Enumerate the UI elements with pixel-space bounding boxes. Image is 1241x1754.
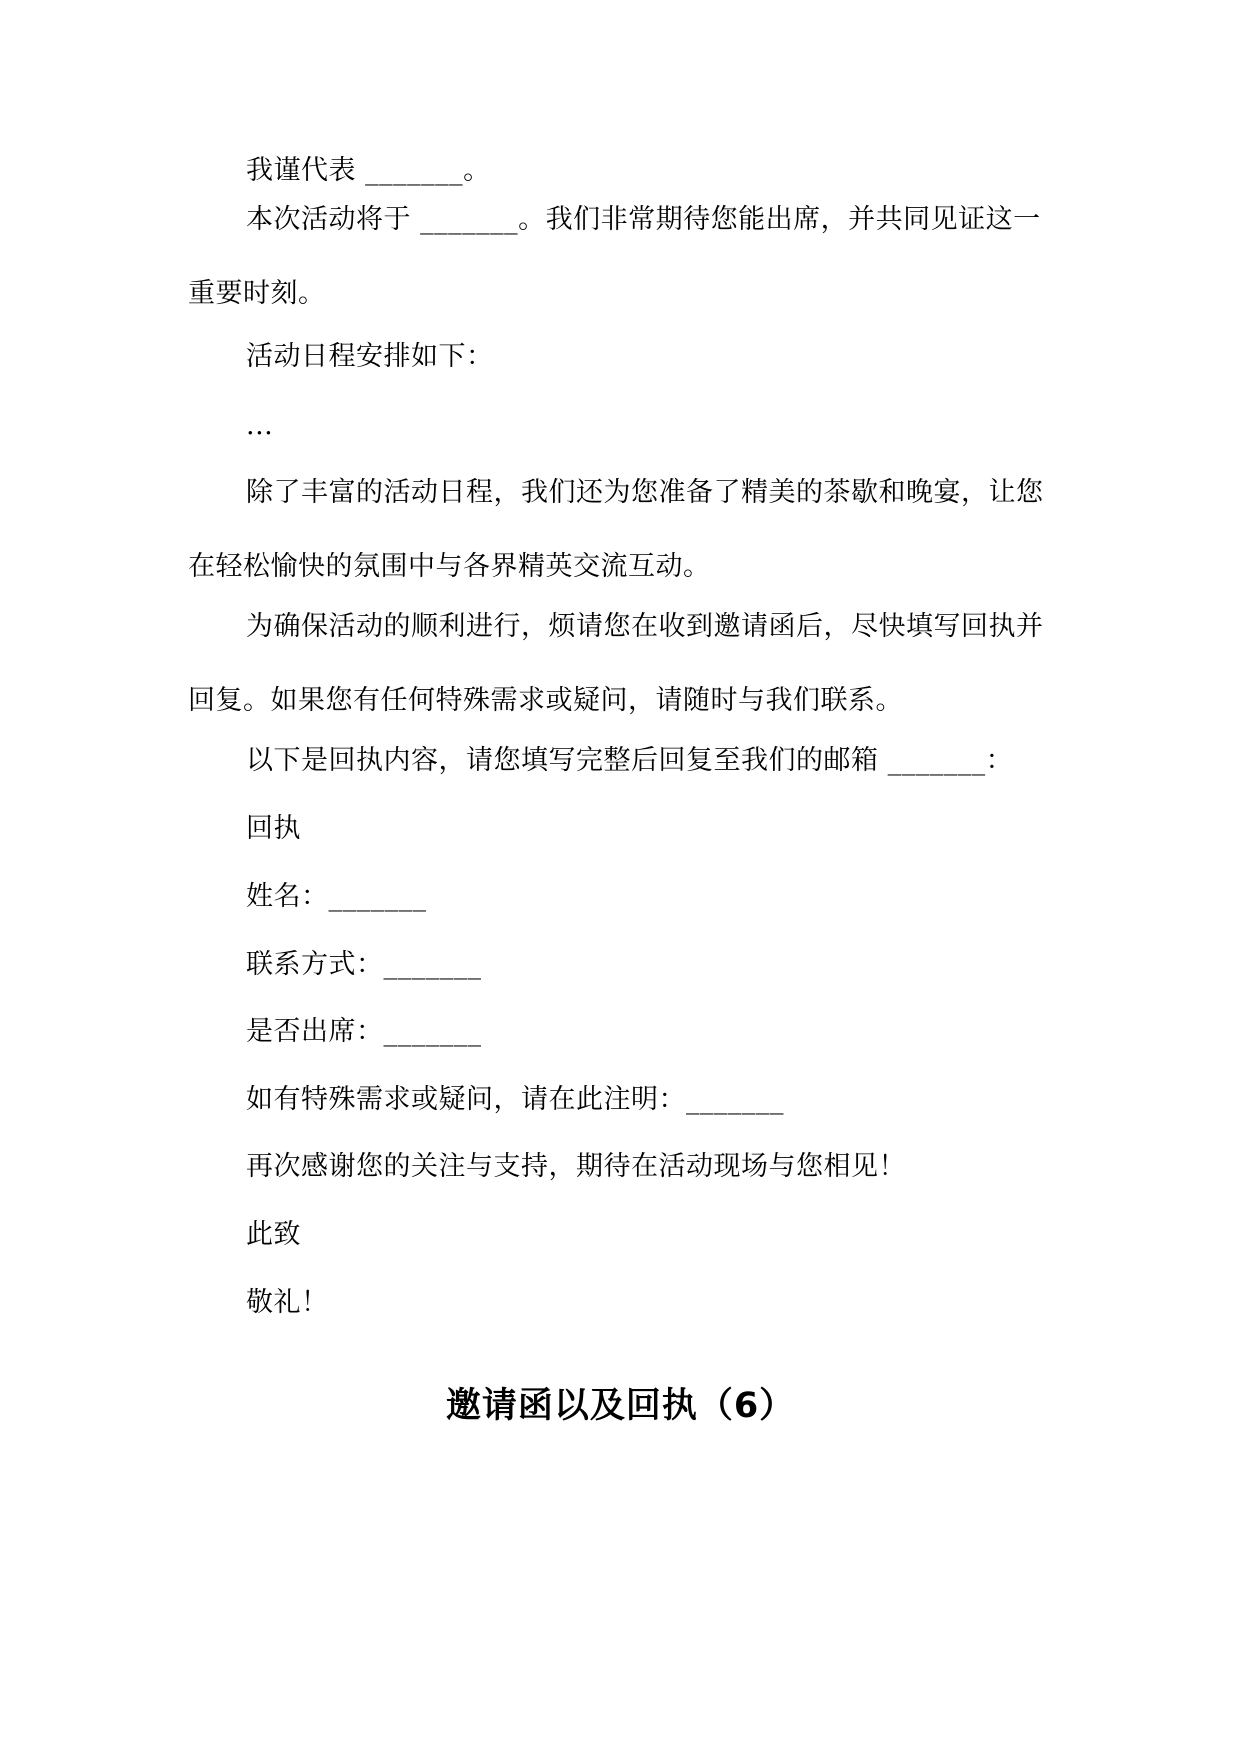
receipt-special-needs-field: 如有特殊需求或疑问，请在此注明：_______ xyxy=(246,1084,784,1115)
receipt-attendance-field: 是否出席：_______ xyxy=(246,1016,482,1047)
paragraph-thanks: 再次感谢您的关注与支持，期待在活动现场与您相见！ xyxy=(246,1151,906,1182)
paragraph-tea-dinner: 除了丰富的活动日程，我们还为您准备了精美的茶歇和晚宴，让您在轻松愉快的氛围中与各界精英交流互动。 xyxy=(188,477,1044,582)
paragraph-schedule-ellipsis: ... xyxy=(246,410,274,441)
closing-salutation: 此致 xyxy=(246,1219,301,1250)
receipt-title: 回执 xyxy=(246,813,301,844)
paragraph-schedule-intro: 活动日程安排如下： xyxy=(246,341,494,372)
paragraph-event-time: 本次活动将于 _______。我们非常期待您能出席，并共同见证这一重要时刻。 xyxy=(188,204,1041,309)
receipt-name-field: 姓名：_______ xyxy=(246,881,427,912)
section-title: 邀请函以及回执（6） xyxy=(445,1386,796,1426)
paragraph-representing: 我谨代表 _______。 xyxy=(246,155,491,186)
receipt-contact-field: 联系方式：_______ xyxy=(246,949,482,980)
closing-regards: 敬礼！ xyxy=(246,1287,329,1318)
paragraph-reply-request: 为确保活动的顺利进行，烦请您在收到邀请函后，尽快填写回执并回复。如果您有任何特殊需求或疑问，请随时与我们联系。 xyxy=(188,611,1044,716)
paragraph-reply-email: 以下是回执内容，请您填写完整后回复至我们的邮箱 _______： xyxy=(246,745,1014,776)
